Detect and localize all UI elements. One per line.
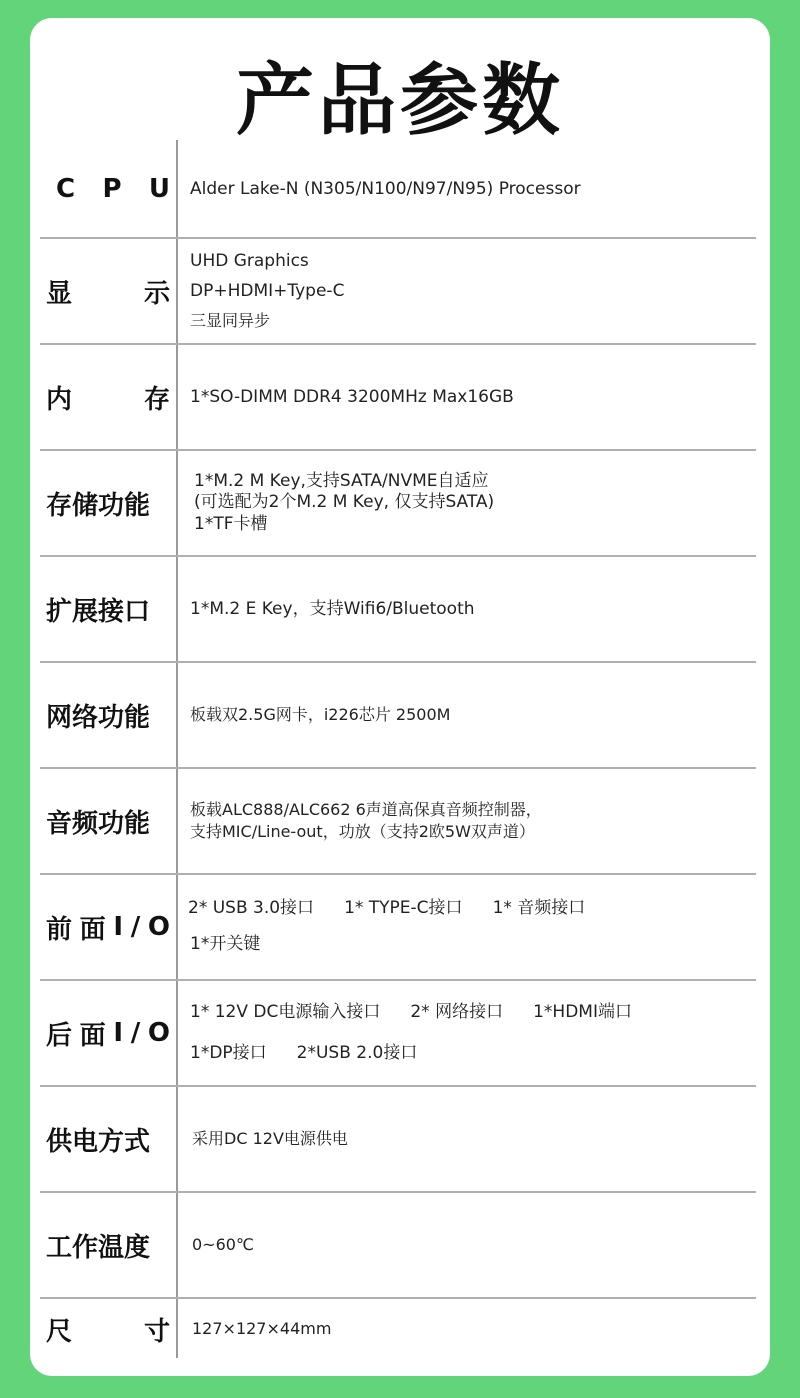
row-value	[190, 557, 756, 661]
row-value	[190, 1087, 756, 1191]
spec-row-audio	[40, 769, 756, 873]
spec-row-temperature	[40, 1193, 756, 1297]
row-value	[188, 875, 756, 979]
label-char: 后	[46, 1020, 73, 1051]
label-char: O	[147, 1018, 170, 1048]
value-line: 1*M.2 E Key，支持Wifi6/Bluetooth	[190, 598, 475, 619]
row-label	[46, 1299, 170, 1359]
label-char: 寸	[143, 1316, 170, 1347]
value-line	[190, 1033, 756, 1074]
row-value	[190, 345, 756, 449]
value-line: 1*M.2 M Key,支持SATA/NVME自适应	[194, 471, 489, 492]
io-item: 2*USB 2.0接口	[296, 1043, 418, 1063]
value-line: 0~60℃	[192, 1234, 254, 1254]
row-value	[190, 1299, 756, 1359]
value-line	[188, 927, 756, 963]
row-label	[46, 239, 170, 343]
row-label: 网络功能	[46, 702, 151, 733]
value-line: 1*TF卡槽	[194, 513, 268, 534]
label-char: 面	[79, 914, 106, 945]
label-char: /	[130, 1018, 141, 1048]
label-char: /	[130, 912, 141, 942]
row-label: 供电方式	[46, 1126, 151, 1157]
row-label	[46, 140, 170, 238]
label-char: 尺	[46, 1316, 73, 1347]
io-item: 1*DP接口	[190, 1043, 267, 1063]
io-item: 1* TYPE-C接口	[344, 898, 463, 919]
value-line: 1*SO-DIMM DDR4 3200MHz Max16GB	[190, 386, 514, 407]
spec-row-cpu	[40, 140, 756, 238]
value-line	[190, 992, 756, 1033]
value-line: 127×127×44mm	[192, 1318, 332, 1338]
row-label: 扩展接口	[46, 596, 151, 627]
row-value	[190, 1193, 756, 1297]
label-char: 示	[143, 278, 170, 309]
row-value	[190, 140, 756, 238]
row-value	[190, 663, 756, 767]
io-item: 1* 音频接口	[492, 898, 586, 919]
row-label: 存储功能	[46, 490, 151, 521]
spec-row-network	[40, 663, 756, 767]
row-label	[46, 875, 170, 979]
spec-row-expansion	[40, 557, 756, 661]
label-char: P	[102, 174, 122, 204]
io-item: 2* 网络接口	[410, 1002, 504, 1023]
label-char: 内	[46, 384, 73, 415]
row-value	[190, 451, 756, 555]
label-char: 面	[79, 1020, 106, 1051]
spec-row-rear-io	[40, 981, 756, 1085]
label-char: O	[147, 912, 170, 942]
value-line: 板载ALC888/ALC662 6声道高保真音频控制器，	[190, 799, 542, 819]
value-line: (可选配为2个M.2 M Key, 仅支持SATA)	[194, 492, 495, 513]
row-label: 工作温度	[46, 1232, 151, 1263]
spec-row-display	[40, 239, 756, 343]
label-char: I	[113, 1018, 124, 1048]
spec-row-storage	[40, 451, 756, 555]
label-char: I	[113, 912, 124, 942]
spec-row-memory	[40, 345, 756, 449]
spec-card	[30, 18, 770, 1376]
row-label: 音频功能	[46, 808, 151, 839]
value-line: 采用DC 12V电源供电	[192, 1128, 348, 1148]
label-char: 存	[143, 384, 170, 415]
row-value	[190, 239, 756, 343]
label-char: C	[56, 174, 76, 204]
io-item: 1*开关键	[190, 934, 261, 954]
value-line: 板载双2.5G网卡，i226芯片 2500M	[190, 704, 451, 724]
io-item: 1*HDMI端口	[533, 1002, 632, 1023]
page-title: 产品参数	[235, 56, 564, 146]
value-line: Alder Lake-N (N305/N100/N97/N95) Processor	[190, 178, 581, 199]
row-value	[190, 981, 756, 1085]
value-line: DP+HDMI+Type-C	[190, 281, 345, 301]
value-line: 支持MIC/Line-out，功放（支持2欧5W双声道）	[190, 822, 535, 841]
row-value	[190, 769, 756, 873]
spec-row-dimensions	[40, 1299, 756, 1359]
value-line	[188, 891, 756, 927]
spec-row-power	[40, 1087, 756, 1191]
value-line: UHD Graphics	[190, 251, 309, 272]
io-item: 1* 12V DC电源输入接口	[190, 1002, 381, 1023]
row-label	[46, 981, 170, 1085]
label-char: U	[148, 174, 170, 204]
label-char: 显	[46, 278, 73, 309]
spec-row-front-io	[40, 875, 756, 979]
row-label	[46, 345, 170, 449]
value-line: 三显同异步	[190, 310, 271, 330]
label-char: 前	[46, 914, 73, 945]
io-item: 2* USB 3.0接口	[188, 898, 315, 919]
